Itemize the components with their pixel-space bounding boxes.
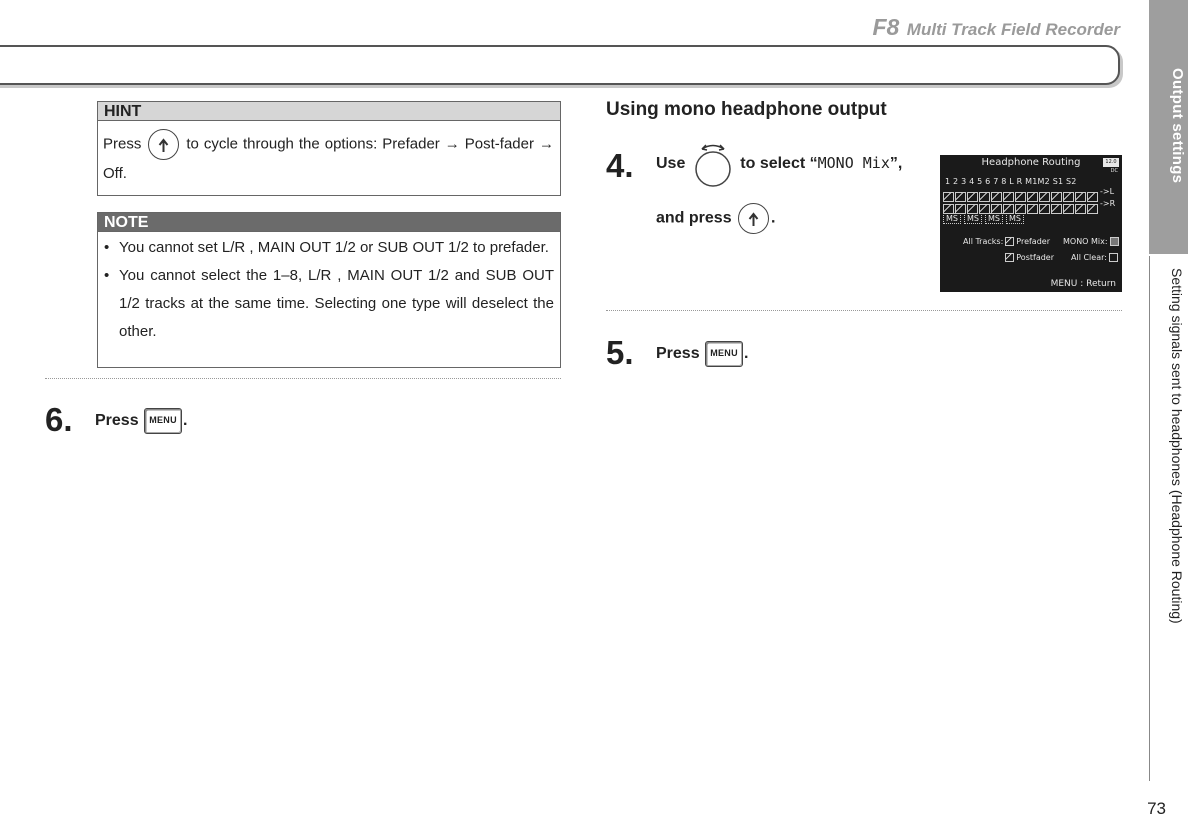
screen-title: Headphone Routing bbox=[981, 157, 1081, 168]
all-clear-label: All Clear: bbox=[1071, 253, 1107, 262]
ms-label: MS bbox=[985, 213, 1003, 224]
option-row-1 bbox=[963, 237, 1108, 253]
routing-row-r bbox=[943, 199, 1116, 211]
step-4-use: Use bbox=[656, 155, 686, 173]
step-5-number: 5. bbox=[606, 334, 634, 371]
dotted-divider bbox=[45, 378, 561, 379]
screen-footer: MENU : Return bbox=[1050, 279, 1116, 289]
dotted-divider bbox=[606, 310, 1122, 311]
track-labels: 1 2 3 4 5 6 7 8 L R M1M2 S1 S2 bbox=[945, 177, 1077, 186]
dial-push-icon bbox=[148, 129, 179, 160]
power-source: DC bbox=[1110, 168, 1118, 174]
prefader-checkbox bbox=[1005, 237, 1014, 246]
step-4-line2 bbox=[656, 203, 776, 234]
menu-key-icon: MENU bbox=[144, 408, 182, 434]
section-heading: Using mono headphone output bbox=[606, 99, 887, 120]
header-bar bbox=[0, 45, 1120, 85]
model-subtitle: Multi Track Field Recorder bbox=[906, 20, 1120, 39]
subsection-label: Setting signals sent to headphones (Headphone Routing) bbox=[1169, 268, 1185, 624]
hint-box bbox=[97, 101, 561, 196]
step-4-to-select: to select “ bbox=[740, 155, 818, 173]
note-box bbox=[97, 212, 561, 368]
routing-grid bbox=[943, 187, 1116, 211]
option-row-2 bbox=[963, 253, 1107, 269]
screen-options bbox=[963, 237, 1108, 269]
all-clear-option bbox=[1071, 253, 1120, 262]
mono-mix-checkbox bbox=[1110, 237, 1119, 246]
header-title bbox=[873, 14, 1121, 41]
step-5-end: . bbox=[744, 345, 749, 363]
all-tracks-label: All Tracks: bbox=[963, 237, 1004, 246]
all-clear-checkbox bbox=[1109, 253, 1118, 262]
ms-label: MS bbox=[943, 213, 961, 224]
prefader-label: Prefader bbox=[1016, 237, 1050, 246]
page-number: 73 bbox=[1147, 799, 1166, 818]
step-4-line1 bbox=[656, 141, 902, 187]
step-5-text bbox=[656, 341, 749, 367]
step-6-number: 6. bbox=[45, 401, 73, 438]
row-r-label: ->R bbox=[1100, 199, 1116, 208]
note-item: • You cannot select the 1–8, L/R , MAIN OUT 1/2 and SUB OUT 1/2 tracks at the same time. Selecting one type will deselect the other. bbox=[103, 262, 554, 346]
row-l-label: ->L bbox=[1100, 187, 1115, 196]
postfader-checkbox bbox=[1005, 253, 1014, 262]
side-divider bbox=[1149, 256, 1150, 781]
step-4-end: . bbox=[771, 209, 776, 227]
ms-label: MS bbox=[1006, 213, 1024, 224]
step-6-label: Press bbox=[95, 412, 139, 430]
dial-turn-icon bbox=[694, 141, 732, 187]
ms-label: MS bbox=[964, 213, 982, 224]
model-name: F8 bbox=[872, 14, 900, 40]
hint-post: to cycle through the options: Prefader → Post-fader → Off. bbox=[103, 135, 554, 182]
note-item: • You cannot set L/R , MAIN OUT 1/2 or SUB OUT 1/2 to prefader. bbox=[103, 234, 554, 262]
note-title: NOTE bbox=[98, 213, 560, 232]
step-4-and-press: and press bbox=[656, 209, 732, 227]
hint-title: HINT bbox=[98, 102, 560, 121]
step-5-label: Press bbox=[656, 345, 700, 363]
step-4-number: 4. bbox=[606, 147, 634, 184]
section-tab-label: Output settings bbox=[1169, 68, 1186, 184]
ms-labels bbox=[943, 213, 1027, 224]
step-4-close: ”, bbox=[889, 155, 903, 173]
routing-row-l bbox=[943, 187, 1115, 199]
postfader-label: Postfader bbox=[1016, 253, 1055, 262]
hint-pre: Press bbox=[103, 135, 142, 153]
note-list bbox=[98, 232, 560, 346]
step-6-text bbox=[95, 408, 188, 434]
dial-push-icon bbox=[738, 203, 769, 234]
hint-text bbox=[98, 121, 560, 188]
mono-mix-code: MONO Mix bbox=[817, 154, 890, 173]
mono-mix-option bbox=[1063, 237, 1121, 246]
step-6-end: . bbox=[183, 412, 188, 430]
headphone-routing-screen bbox=[940, 155, 1122, 292]
menu-key-icon: MENU bbox=[705, 341, 743, 367]
mono-mix-label: MONO Mix: bbox=[1063, 237, 1108, 246]
battery-indicator: 12.0 bbox=[1103, 158, 1119, 167]
